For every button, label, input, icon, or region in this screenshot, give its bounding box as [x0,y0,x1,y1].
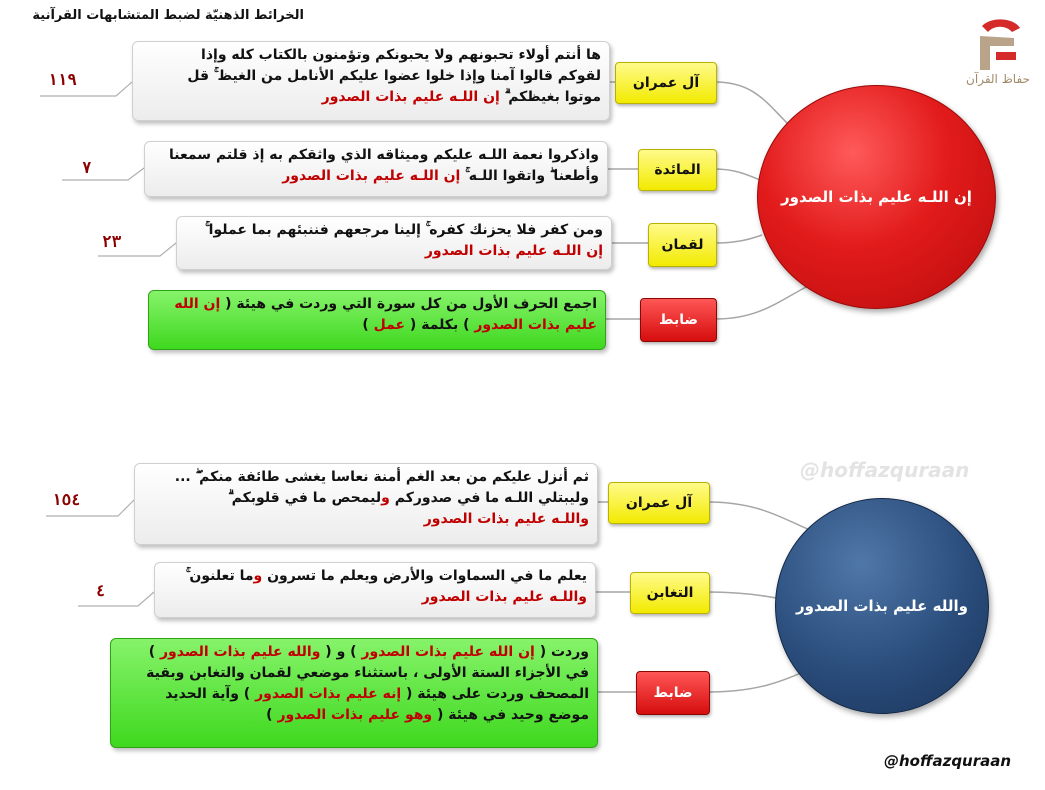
text-line [143,467,589,488]
highlight-text: إن الله [174,296,221,312]
text-segment: واذكروا نعمة اللـه عليكم وميثاقه الذي واثقكم به إذ قلتم سمعنا [169,147,599,163]
text-line [141,66,601,87]
text-line [153,166,599,187]
branch-label-luqman: لقمان [648,223,717,267]
center-node-2: والله عليم بذات الصدور [775,498,989,714]
text-segment: لقوكم قالوا آمنا وإذا خلوا عضوا عليكم الأنامل من الغيظ ۚ قل [187,68,601,84]
verse-number: ١١٩ [48,70,77,89]
rule-box-2 [110,638,598,748]
text-segment: ) و ( [320,644,362,660]
highlight-text: إن اللـه عليم بذات الصدور [424,243,603,259]
highlight-text: إن الله عليم بذات الصدور [361,644,535,660]
highlight-text: واللـه عليم بذات الصدور [421,589,587,605]
text-segment: اجمع الحرف الأول من كل سورة التي وردت في هيئة ( [220,296,597,312]
verse-box-al-imran-2 [134,463,598,545]
text-segment: وأطعنا ۖ واتقوا اللـه ۚ [460,168,599,184]
text-segment: موضع وحيد في هيئة ( [432,707,589,723]
text-line [157,294,597,315]
verse-box-al-maidah [144,141,608,197]
verse-box-at-taghabun [154,562,596,618]
text-line [141,87,601,108]
highlight-text: إنه عليم بذات الصدور [255,686,402,702]
highlight-text: وهو عليم بذات الصدور [277,707,433,723]
social-handle: @hoffazquraan [884,752,1012,770]
highlight-text: واللـه عليم بذات الصدور [423,511,589,527]
text-line [185,220,603,241]
verse-number: ١٥٤ [52,490,81,509]
text-segment: ) [362,317,374,333]
text-segment: وردت ( [534,644,589,660]
verse-number: ٧ [82,158,92,177]
logo-text: حفاظ القرآن [966,72,1030,86]
text-line [119,684,589,705]
text-line [119,705,589,726]
text-line [185,241,603,262]
page-title: الخرائط الذهنيّة لضبط المتشابهات القرآنية [32,8,304,23]
highlight-text: إن اللـه عليم بذات الصدور [321,89,500,105]
text-segment: موتوا بغيظكم ۗ [499,89,601,105]
text-segment: ) [148,644,160,660]
text-line [153,145,599,166]
text-segment: وليبتلي اللـه ما في صدوركم [389,490,589,506]
text-segment: المصحف وردت على هيئة ( [401,686,589,702]
highlight-text: عمل [373,317,406,333]
watermark: @hoffazquraan [800,458,970,482]
branch-label-al-maidah: المائدة [638,149,717,191]
branch-label-al-imran-2: آل عمران [608,482,710,524]
highlight-text: والله عليم بذات الصدور [159,644,321,660]
verse-number: ٢٣ [102,232,122,251]
branch-label-al-imran-1: آل عمران [615,62,717,104]
text-line [119,663,589,684]
branch-label-rule-1: ضابط [640,298,717,342]
verse-number: ٤ [96,581,106,600]
text-line [163,587,587,608]
text-line [143,509,589,530]
text-line [163,566,587,587]
highlight-text: إن اللـه عليم بذات الصدور [282,168,461,184]
text-line [157,315,597,336]
text-segment: ) بكلمة ( [405,317,475,333]
text-line [119,642,589,663]
text-segment: ) وآية الحديد [165,686,256,702]
text-segment: ما تعلنون ۚ [185,568,254,584]
text-segment: في الأجزاء الستة الأولى ، باستثناء موضعي لقمان والتغابن وبقية [146,665,589,681]
branch-label-rule-2: ضابط [636,671,710,715]
center-node-1: إن اللـه عليم بذات الصدور [757,85,996,309]
rule-box-1 [148,290,606,350]
text-segment: يعلم ما في السماوات والأرض ويعلم ما تسرون [262,568,587,584]
highlight-text: و [253,568,263,584]
text-segment: ها أنتم أولاء تحبونهم ولا يحبونكم وتؤمنون بالكتاب كله وإذا [201,47,601,63]
verse-box-luqman [176,216,612,270]
branch-label-at-taghabun: التغابن [630,572,710,614]
verse-box-al-imran-1 [132,41,610,121]
text-segment: ) [266,707,278,723]
text-line [143,488,589,509]
highlight-text: عليم بذات الصدور [474,317,597,333]
text-line [141,45,601,66]
text-segment: ثم أنزل عليكم من بعد الغم أمنة نعاسا يغشى طائفة منكم ۖ ... [174,469,589,485]
highlight-text: و [381,490,390,506]
text-segment: ليمحص ما في قلوبكم ۗ [228,490,382,506]
text-segment: ومن كفر فلا يحزنك كفره ۚ إلينا مرجعهم فننبئهم بما عملوا ۚ [205,222,603,238]
